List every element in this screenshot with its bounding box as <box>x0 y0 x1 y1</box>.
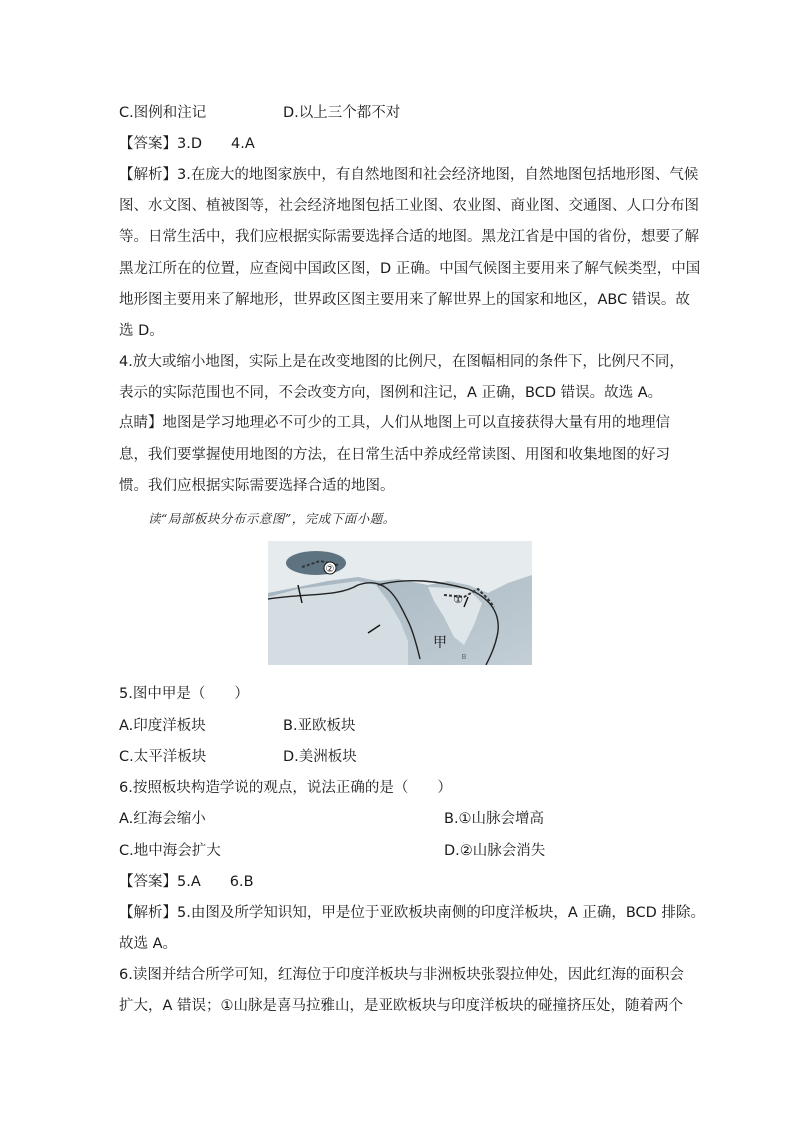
tip-line-3: 惯。我们应根据实际需要选择合适的地图。 <box>119 478 395 494</box>
analysis-3-line-3: 等。日常生活中，我们应根据实际需要选择合适的地图。黑龙江省是中国的省份，想要了解 <box>119 229 699 245</box>
label-2: ② <box>325 564 335 575</box>
analysis-3-line-5: 地形图主要用来了解地形，世界政区图主要用来了解世界上的国家和地区，ABC 错误。故 <box>119 292 690 308</box>
analysis-6-line-2: 扩大，A 错误；①山脉是喜马拉雅山，是亚欧板块与印度洋板块的碰撞挤压处，随着两个 <box>119 998 684 1014</box>
q6-option-c: C.地中海会扩大 <box>119 843 221 859</box>
tip-line-2: 息，我们要掌握使用地图的方法，在日常生活中养成经常读图、用图和收集地图的好习 <box>119 447 670 463</box>
label-jia: 甲 <box>433 635 447 651</box>
analysis-5-line-2: 故选 A。 <box>119 936 178 952</box>
q4-option-c: C.图例和注记 <box>119 105 207 121</box>
map-caption: 读“局部板块分布示意图”，完成下面小题。 <box>148 511 396 526</box>
label-b: B <box>461 653 467 661</box>
q6-option-b: B.①山脉会增高 <box>444 811 545 827</box>
tip-line-1: 点睛】地图是学习地理必不可少的工具，人们从地图上可以直接获得大量有用的地理信 <box>119 415 670 431</box>
plate-map-svg <box>268 541 532 665</box>
answer-3-4: 【答案】3.D 4.A <box>119 136 255 152</box>
q4-option-d: D.以上三个都不对 <box>283 105 401 121</box>
analysis-3-line-2: 图、水文图、植被图等，社会经济地图包括工业图、农业图、商业图、交通图、人口分布图 <box>119 198 699 214</box>
q5-option-a: A.印度洋板块 <box>119 718 206 734</box>
analysis-3-line-1: 【解析】3.在庞大的地图家族中，有自然地图和社会经济地图，自然地图包括地形图、气候 <box>119 167 699 183</box>
analysis-3-line-6: 选 D。 <box>119 323 164 339</box>
q5-option-b: B.亚欧板块 <box>283 718 356 734</box>
analysis-4-line-1: 4.放大或缩小地图，实际上是在改变地图的比例尺，在图幅相同的条件下，比例尺不同， <box>119 354 684 370</box>
q5-option-d: D.美洲板块 <box>283 749 357 765</box>
analysis-6-line-1: 6.读图并结合所学可知，红海位于印度洋板块与非洲板块张裂拉伸处，因此红海的面积会 <box>119 967 684 983</box>
question-5: 5.图中甲是（ ） <box>119 686 249 702</box>
plate-map-figure <box>268 541 532 665</box>
analysis-3-line-4: 黑龙江所在的位置，应查阅中国政区图，D 正确。中国气候图主要用来了解气候类型，中国 <box>119 261 701 277</box>
q6-option-a: A.红海会缩小 <box>119 811 206 827</box>
analysis-4-line-2: 表示的实际范围也不同，不会改变方向，图例和注记，A 正确，BCD 错误。故选 A。 <box>119 385 663 401</box>
question-6: 6.按照板块构造学说的观点，说法正确的是（ ） <box>119 780 452 796</box>
q5-option-c: C.太平洋板块 <box>119 749 207 765</box>
q6-option-d: D.②山脉会消失 <box>444 843 546 859</box>
europe-dark-area <box>286 551 346 575</box>
analysis-5-line-1: 【解析】5.由图及所学知识知，甲是位于亚欧板块南侧的印度洋板块，A 正确，BCD 排除。 <box>119 905 705 921</box>
answer-5-6: 【答案】5.A 6.B <box>119 874 254 890</box>
label-1: ① <box>453 593 463 606</box>
